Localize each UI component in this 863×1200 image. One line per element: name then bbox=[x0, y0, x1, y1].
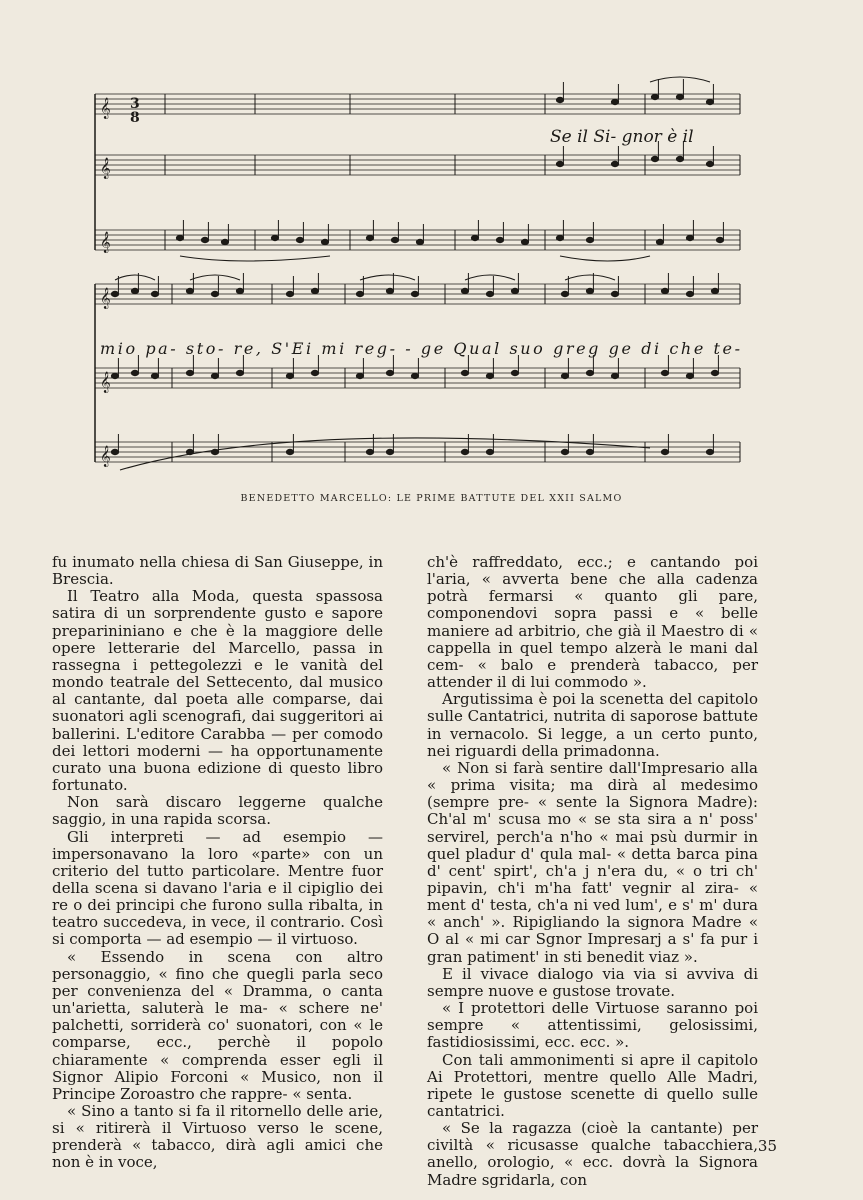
note-head bbox=[496, 237, 503, 242]
clef-mark: 𝄞 bbox=[100, 288, 111, 309]
note-head bbox=[176, 235, 183, 240]
clef-mark: 𝄞 bbox=[100, 232, 111, 253]
note-head bbox=[236, 370, 243, 375]
note-head bbox=[111, 373, 118, 378]
note-head bbox=[511, 370, 518, 375]
clef-mark: 𝄞 bbox=[100, 446, 111, 467]
note-head bbox=[131, 288, 138, 293]
note-head bbox=[611, 373, 618, 378]
paragraph: Il Teatro alla Moda, questa spassosa satira di un sorprendente gusto e sapore preparininiano e che è la maggiore delle opere letterarie del Marcello, passa in rassegna i pettegolezzi e le vanità del mondo teatrale del Settecento, dal musico al cantante, dal poeta alle comparse, dai suonatori agli scenografi, dai suggeritori ai ballerini. L'editore Carabba — per comodo dei lettori moderni — ha opportunamente curato una buona edizione di questo libro fortunato. bbox=[52, 587, 383, 795]
note-head bbox=[676, 156, 683, 161]
note-head bbox=[521, 239, 528, 244]
note-head bbox=[321, 239, 328, 244]
note-head bbox=[356, 373, 363, 378]
note-head bbox=[586, 370, 593, 375]
slur bbox=[560, 256, 650, 261]
note-head bbox=[111, 449, 118, 454]
note-head bbox=[311, 370, 318, 375]
slur bbox=[565, 275, 615, 280]
note-head bbox=[386, 370, 393, 375]
time-signature-bottom: 8 bbox=[130, 110, 140, 126]
note-head bbox=[296, 237, 303, 242]
note-head bbox=[486, 373, 493, 378]
note-head bbox=[416, 239, 423, 244]
note-head bbox=[686, 291, 693, 296]
clef-mark: 𝄞 bbox=[100, 98, 111, 119]
note-head bbox=[311, 288, 318, 293]
note-head bbox=[151, 373, 158, 378]
note-head bbox=[711, 288, 718, 293]
note-head bbox=[561, 449, 568, 454]
note-head bbox=[556, 235, 563, 240]
paragraph: Con tali ammonimenti si apre il capitolo Ai Protettori, mentre quello Alle Madri, ripete le gustose scenette di quello sulle cantatrici. bbox=[427, 1050, 758, 1120]
note-head bbox=[706, 161, 713, 166]
left-column bbox=[52, 554, 383, 1172]
paragraph: Non sarà discaro leggerne qualche saggio, in una rapida scorsa. bbox=[52, 793, 383, 829]
note-head bbox=[286, 449, 293, 454]
note-head bbox=[461, 288, 468, 293]
note-head bbox=[461, 370, 468, 375]
note-head bbox=[661, 370, 668, 375]
slur bbox=[180, 256, 330, 261]
note-head bbox=[586, 449, 593, 454]
note-head bbox=[586, 288, 593, 293]
music-staff-image bbox=[90, 70, 750, 480]
note-head bbox=[186, 370, 193, 375]
note-head bbox=[211, 373, 218, 378]
note-head bbox=[271, 235, 278, 240]
note-head bbox=[111, 291, 118, 296]
note-head bbox=[461, 449, 468, 454]
note-head bbox=[411, 373, 418, 378]
paragraph: E il vivace dialogo via via si avviva di sempre nuove e gustose trovate. bbox=[427, 964, 758, 1000]
note-head bbox=[686, 373, 693, 378]
note-head bbox=[556, 97, 563, 102]
note-head bbox=[651, 156, 658, 161]
note-head bbox=[486, 291, 493, 296]
note-head bbox=[711, 370, 718, 375]
note-head bbox=[201, 237, 208, 242]
note-head bbox=[486, 449, 493, 454]
note-head bbox=[611, 161, 618, 166]
note-head bbox=[386, 288, 393, 293]
note-head bbox=[366, 235, 373, 240]
quote-paragraph: ch'è raffreddato, ecc.; e cantando poi l'aria, « avverta bene che alla cadenza potrà fermarsi « quanto gli pare, componendovi sopra passi e « belle maniere ad arbitrio, che già il Maestro di « cappella in quel tempo alzerà le mani dal cem- « balo e prenderà tabacco, per attender il di lui commodo ». bbox=[427, 553, 758, 692]
note-head bbox=[561, 291, 568, 296]
note-head bbox=[286, 291, 293, 296]
clef-mark: 𝄞 bbox=[100, 372, 111, 393]
slur bbox=[190, 275, 240, 280]
note-head bbox=[686, 235, 693, 240]
slur bbox=[120, 438, 650, 470]
note-head bbox=[356, 291, 363, 296]
slur bbox=[465, 275, 515, 280]
music-score bbox=[90, 70, 750, 480]
note-head bbox=[661, 449, 668, 454]
note-head bbox=[716, 237, 723, 242]
note-head bbox=[386, 449, 393, 454]
note-head bbox=[186, 288, 193, 293]
note-head bbox=[221, 239, 228, 244]
slur bbox=[115, 275, 155, 280]
note-head bbox=[411, 291, 418, 296]
slur bbox=[360, 275, 415, 280]
quote-paragraph: « I protettori delle Virtuose saranno poi sempre « attentissimi, gelosissimi, fastidiosissimi, ecc. ecc. ». bbox=[427, 999, 758, 1052]
quote-paragraph: « Non si farà sentire dall'Impresario alla « prima visita; ma dirà al medesimo (sempre pre- « sente la Signora Madre): Ch'al m' scusa mo « se sta sira a n' poss' servirel, perch'a n'ho « mai psù durmir in quel pladur d' qula mal- « detta barca pina d' cent' spirt', ch'a j n'era du, « o tri ch' pipavin, ch'i m'ha fatt' vegnir al zira- « ment d' testa, ch'a ni ved lum', e s' m' dura « anch' ». Ripigliando la signora Madre « O al « mi car Sgnor Impresarj a s' fa pur i gran patiment' in sti benedit viaz ». bbox=[427, 758, 758, 966]
note-head bbox=[676, 94, 683, 99]
note-head bbox=[556, 161, 563, 166]
quote-paragraph: « Essendo in scena con altro personaggio, « fino che quegli parla seco per convenienza del « Dramma, o canta un'arietta, saluterà le ma- « schere ne' palchetti, sorriderà co' suonatori, con « le comparse, ecc., perchè il popolo chiaramente « comprenda esser egli il Signor Alipio Forconi « Musico, non il Principe Zoroastro che rappre- « senta. bbox=[52, 947, 383, 1103]
paragraph: fu inumato nella chiesa di San Giuseppe, in Brescia. bbox=[52, 553, 383, 589]
note-head bbox=[611, 99, 618, 104]
quote-paragraph: « Sino a tanto si fa il ritornello delle arie, si « ritirerà il Virtuoso verso le scene, prenderà « tabacco, dirà agli amici che non è in voce, bbox=[52, 1102, 383, 1172]
note-head bbox=[471, 235, 478, 240]
note-head bbox=[706, 99, 713, 104]
quote-paragraph: « Se la ragazza (cioè la cantante) per civiltà « ricusasse qualche tabacchiera, anello, orologio, « ecc. dovrà la Signora Madre sgridarla, con bbox=[427, 1119, 758, 1189]
time-signature-top: 3 bbox=[130, 96, 140, 112]
note-head bbox=[236, 288, 243, 293]
paragraph: Gli interpreti — ad esempio — impersonavano la loro «parte» con un criterio del tutto particolare. Mentre fuor della scena si davano l'aria e il cipiglio dei re o dei principi che furono sulla ribalta, in teatro succedeva, in vece, il contrario. Così si comporta — ad esempio — il virtuoso. bbox=[52, 827, 383, 949]
page-number: 35 bbox=[757, 1137, 777, 1155]
note-head bbox=[586, 237, 593, 242]
note-head bbox=[611, 291, 618, 296]
note-head bbox=[391, 237, 398, 242]
note-head bbox=[561, 373, 568, 378]
clef-mark: 𝄞 bbox=[100, 158, 111, 179]
note-head bbox=[366, 449, 373, 454]
paragraph: Argutissima è poi la scenetta del capitolo sulle Cantatrici, nutrita di saporose battute in vernacolo. Si legge, a un certo punto, nei riguardi della primadonna. bbox=[427, 690, 758, 760]
note-head bbox=[651, 94, 658, 99]
note-head bbox=[656, 239, 663, 244]
note-head bbox=[211, 291, 218, 296]
lyrics-line-1: Se il Si- gnor è il bbox=[550, 127, 694, 147]
figure-caption: BENEDETTO MARCELLO: LE PRIME BATTUTE DEL XXII SALMO bbox=[240, 493, 623, 504]
note-head bbox=[286, 373, 293, 378]
note-head bbox=[661, 288, 668, 293]
slur bbox=[650, 77, 710, 82]
note-head bbox=[151, 291, 158, 296]
lyrics-line-2: mio pa- sto- re, S'Ei mi reg- - ge Qual suo greg ge di che te- bbox=[100, 339, 741, 358]
note-head bbox=[131, 370, 138, 375]
right-column bbox=[427, 554, 758, 1189]
note-head bbox=[706, 449, 713, 454]
note-head bbox=[511, 288, 518, 293]
